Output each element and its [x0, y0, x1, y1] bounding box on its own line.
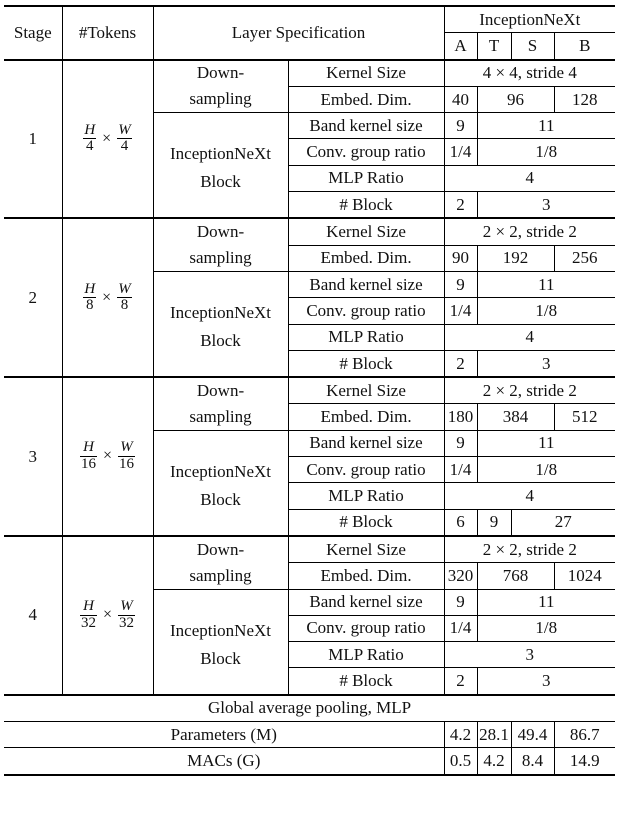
band-kernel-label: Band kernel size	[288, 271, 444, 297]
stage-2-kernel-row	[4, 218, 615, 245]
params-label: Parameters (M)	[4, 722, 444, 748]
token-fraction	[118, 440, 135, 473]
header-variant-s: S	[511, 33, 554, 60]
downsampling-label-top: Down-	[153, 536, 288, 563]
block-label-bottom: Block	[200, 330, 241, 350]
header-row	[4, 6, 615, 33]
token-fraction	[80, 599, 97, 632]
conv-group-label: Conv. group ratio	[288, 139, 444, 165]
downsampling-label-bottom: sampling	[153, 245, 288, 271]
conv-group-tsb: 1/8	[477, 615, 615, 641]
fraction-numerator: H	[80, 599, 97, 616]
block-label	[153, 113, 288, 219]
mlp-ratio-value: 4	[444, 165, 615, 191]
band-kernel-tsb: 11	[477, 589, 615, 615]
embed-dim-b: 128	[554, 86, 615, 112]
pooling-label: Global average pooling, MLP	[4, 695, 615, 722]
inceptionnext-spec-table	[4, 5, 615, 776]
downsampling-label-top: Down-	[153, 377, 288, 404]
mlp-ratio-label: MLP Ratio	[288, 483, 444, 509]
embed-dim-a: 90	[444, 245, 477, 271]
conv-group-a: 1/4	[444, 457, 477, 483]
stage-number: 1	[4, 60, 62, 219]
band-kernel-a: 9	[444, 271, 477, 297]
block-label-bottom: Block	[200, 648, 241, 668]
embed-dim-label: Embed. Dim.	[288, 86, 444, 112]
token-fraction	[83, 123, 96, 156]
macs-t: 4.2	[477, 748, 511, 775]
num-block-label: # Block	[288, 192, 444, 219]
times-symbol: ×	[102, 288, 112, 306]
token-fraction	[117, 282, 132, 315]
mlp-ratio-value: 4	[444, 483, 615, 509]
embed-dim-ts: 96	[477, 86, 554, 112]
fraction-denominator: 16	[119, 456, 135, 473]
fraction-denominator: 4	[120, 138, 129, 155]
fraction-numerator: H	[84, 280, 96, 297]
token-fraction	[80, 440, 97, 473]
num-block-label: # Block	[288, 509, 444, 536]
embed-dim-a: 180	[444, 404, 477, 430]
token-count	[62, 536, 153, 695]
stage-number: 2	[4, 218, 62, 377]
kernel-size-label: Kernel Size	[288, 536, 444, 563]
num-block-a: 2	[444, 350, 477, 377]
mlp-ratio-label: MLP Ratio	[288, 642, 444, 668]
block-label-top: InceptionNeXt	[169, 461, 272, 481]
fraction-numerator: W	[118, 121, 131, 138]
token-expression	[83, 121, 131, 155]
embed-dim-b: 256	[554, 245, 615, 271]
downsampling-label-top: Down-	[153, 60, 288, 87]
downsampling-label-bottom: sampling	[153, 86, 288, 112]
embed-dim-label: Embed. Dim.	[288, 404, 444, 430]
band-kernel-a: 9	[444, 430, 477, 456]
band-kernel-a: 9	[444, 113, 477, 139]
kernel-size-label: Kernel Size	[288, 60, 444, 87]
conv-group-label: Conv. group ratio	[288, 298, 444, 324]
band-kernel-tsb: 11	[477, 113, 615, 139]
macs-s: 8.4	[511, 748, 554, 775]
header-variant-a: A	[444, 33, 477, 60]
conv-group-label: Conv. group ratio	[288, 615, 444, 641]
macs-b: 14.9	[554, 748, 615, 775]
downsampling-label-top: Down-	[153, 218, 288, 245]
embed-dim-b: 512	[554, 404, 615, 430]
fraction-denominator: 8	[85, 297, 94, 314]
block-label-bottom: Block	[200, 489, 241, 509]
embed-dim-a: 320	[444, 563, 477, 589]
token-expression	[83, 280, 131, 314]
kernel-size-value: 2 × 2, stride 2	[444, 377, 615, 404]
fraction-numerator: W	[118, 280, 131, 297]
conv-group-tsb: 1/8	[477, 298, 615, 324]
embed-dim-label: Embed. Dim.	[288, 245, 444, 271]
fraction-denominator: 16	[80, 456, 96, 473]
band-kernel-tsb: 11	[477, 430, 615, 456]
token-expression	[80, 598, 135, 631]
band-kernel-tsb: 11	[477, 271, 615, 297]
fraction-numerator: W	[118, 599, 135, 616]
band-kernel-label: Band kernel size	[288, 113, 444, 139]
stage-number: 3	[4, 377, 62, 536]
block-label	[153, 589, 288, 695]
params-b: 86.7	[554, 722, 615, 748]
conv-group-tsb: 1/8	[477, 457, 615, 483]
macs-label: MACs (G)	[4, 748, 444, 775]
kernel-size-value: 2 × 2, stride 2	[444, 218, 615, 245]
fraction-denominator: 4	[85, 138, 94, 155]
header-tokens: #Tokens	[62, 6, 153, 60]
num-block-label: # Block	[288, 668, 444, 695]
table-container	[4, 5, 615, 776]
kernel-size-value: 4 × 4, stride 4	[444, 60, 615, 87]
num-block-a: 6	[444, 509, 477, 536]
embed-dim-ts: 192	[477, 245, 554, 271]
mlp-ratio-label: MLP Ratio	[288, 324, 444, 350]
band-kernel-label: Band kernel size	[288, 430, 444, 456]
conv-group-a: 1/4	[444, 139, 477, 165]
fraction-numerator: W	[118, 440, 135, 457]
num-block-a: 2	[444, 668, 477, 695]
times-symbol: ×	[102, 447, 113, 465]
header-variant-t: T	[477, 33, 511, 60]
params-a: 4.2	[444, 722, 477, 748]
token-count	[62, 218, 153, 377]
embed-dim-ts: 768	[477, 563, 554, 589]
num-block-tsb: 3	[477, 350, 615, 377]
embed-dim-ts: 384	[477, 404, 554, 430]
token-fraction	[83, 282, 96, 315]
mlp-ratio-label: MLP Ratio	[288, 165, 444, 191]
block-label	[153, 271, 288, 377]
params-row	[4, 722, 615, 748]
fraction-denominator: 32	[119, 614, 135, 631]
band-kernel-a: 9	[444, 589, 477, 615]
kernel-size-label: Kernel Size	[288, 218, 444, 245]
embed-dim-b: 1024	[554, 563, 615, 589]
downsampling-label-bottom: sampling	[153, 563, 288, 589]
num-block-sb: 27	[511, 509, 615, 536]
params-s: 49.4	[511, 722, 554, 748]
macs-a: 0.5	[444, 748, 477, 775]
header-variant-b: B	[554, 33, 615, 60]
conv-group-tsb: 1/8	[477, 139, 615, 165]
stage-4-kernel-row	[4, 536, 615, 563]
num-block-tsb: 3	[477, 192, 615, 219]
header-layer-spec: Layer Specification	[153, 6, 444, 60]
fraction-denominator: 8	[120, 297, 129, 314]
token-count	[62, 60, 153, 219]
stage-number: 4	[4, 536, 62, 695]
stage-3-kernel-row	[4, 377, 615, 404]
macs-row	[4, 748, 615, 775]
fraction-numerator: H	[84, 121, 96, 138]
token-fraction	[118, 599, 135, 632]
header-model: InceptionNeXt	[444, 6, 615, 33]
fraction-numerator: H	[80, 440, 97, 457]
block-label-top: InceptionNeXt	[169, 144, 272, 164]
params-t: 28.1	[477, 722, 511, 748]
mlp-ratio-value: 4	[444, 324, 615, 350]
fraction-denominator: 32	[80, 614, 96, 631]
conv-group-a: 1/4	[444, 615, 477, 641]
mlp-ratio-value: 3	[444, 642, 615, 668]
stage-1-kernel-row	[4, 60, 615, 87]
times-symbol: ×	[102, 129, 112, 147]
pooling-row	[4, 695, 615, 722]
block-label-top: InceptionNeXt	[169, 302, 272, 322]
block-label-bottom: Block	[200, 172, 241, 192]
num-block-t: 9	[477, 509, 511, 536]
num-block-label: # Block	[288, 350, 444, 377]
num-block-tsb: 3	[477, 668, 615, 695]
conv-group-a: 1/4	[444, 298, 477, 324]
times-symbol: ×	[102, 606, 113, 624]
num-block-a: 2	[444, 192, 477, 219]
token-fraction	[117, 123, 132, 156]
block-label-top: InceptionNeXt	[169, 620, 272, 640]
token-count	[62, 377, 153, 536]
kernel-size-label: Kernel Size	[288, 377, 444, 404]
downsampling-label-bottom: sampling	[153, 404, 288, 430]
block-label	[153, 430, 288, 536]
header-stage: Stage	[4, 6, 62, 60]
embed-dim-label: Embed. Dim.	[288, 563, 444, 589]
band-kernel-label: Band kernel size	[288, 589, 444, 615]
kernel-size-value: 2 × 2, stride 2	[444, 536, 615, 563]
conv-group-label: Conv. group ratio	[288, 457, 444, 483]
embed-dim-a: 40	[444, 86, 477, 112]
token-expression	[80, 439, 135, 473]
